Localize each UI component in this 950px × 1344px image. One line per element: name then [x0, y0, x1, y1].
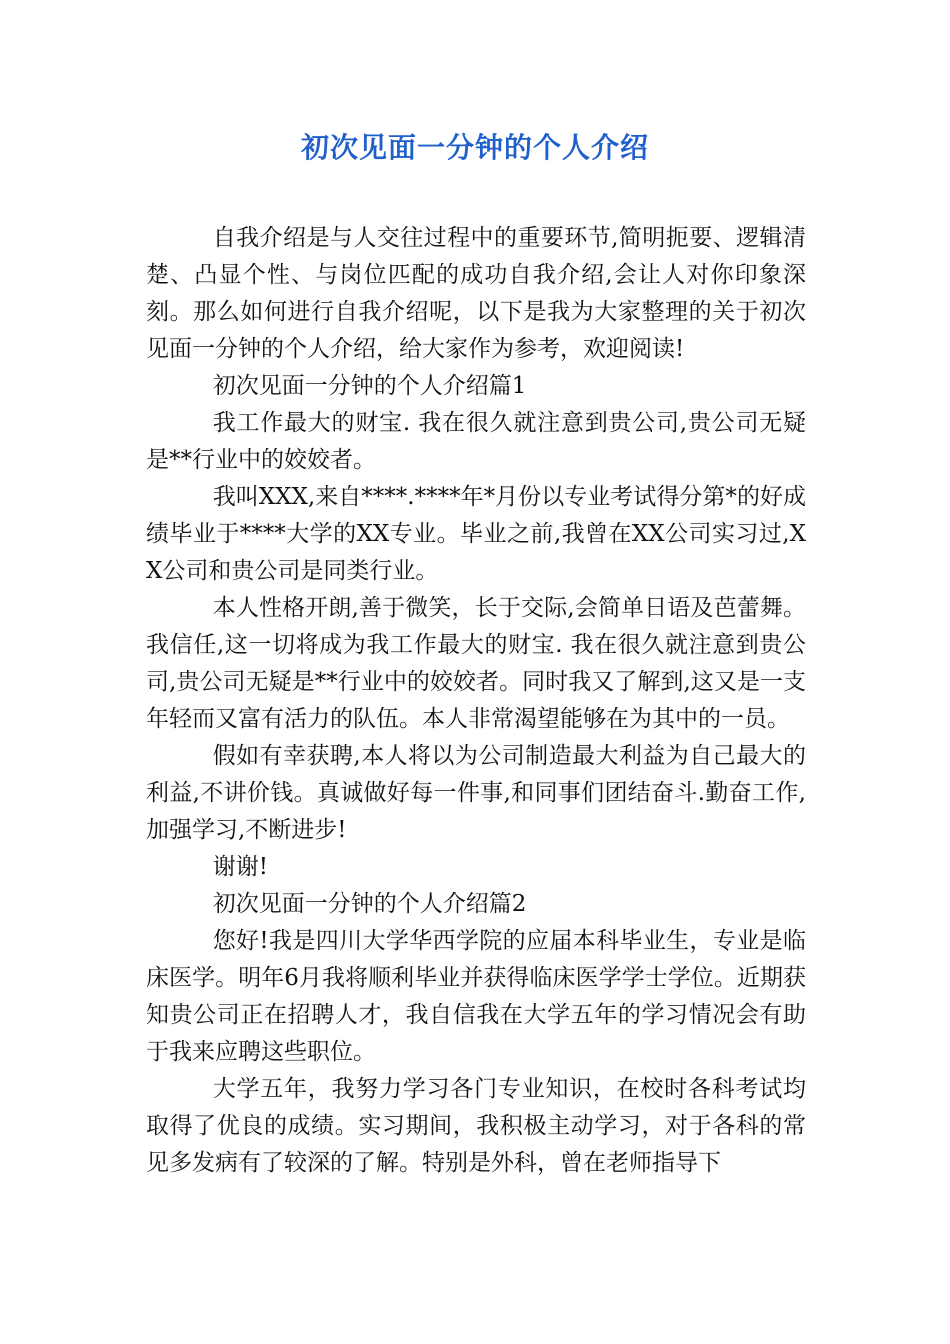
section-heading-1: 初次见面一分钟的个人介绍篇1 [212, 373, 527, 399]
document-title: 初次见面一分钟的个人介绍 [300, 131, 649, 164]
section-heading-2: 初次见面一分钟的个人介绍篇2 [212, 891, 527, 917]
paragraph: 假如有幸获聘,本人将以为公司制造最大利益为自己最大的利益,不讲价钱。真诚做好每一件事,和同事们团结奋斗.勤奋工作,加强学习,不断进步! [146, 743, 806, 843]
paragraph: 您好!我是四川大学华西学院的应届本科毕业生，专业是临床医学。明年6月我将顺利毕业并获得临床医学学士学位。近期获知贵公司正在招聘人才，我自信我在大学五年的学习情况会有助于我来应聘这些职位。 [146, 928, 806, 1065]
paragraph: 我叫XXX,来自****.****年*月份以专业考试得分第*的好成绩毕业于****大学的XX专业。毕业之前,我曾在XX公司实习过,XX公司和贵公司是同类行业。 [146, 484, 806, 584]
paragraph: 我工作最大的财宝. 我在很久就注意到贵公司,贵公司无疑是**行业中的姣姣者。 [146, 410, 806, 473]
document-body [146, 220, 806, 1182]
paragraph-intro: 自我介绍是与人交往过程中的重要环节,简明扼要、逻辑清楚、凸显个性、与岗位匹配的成功自我介绍,会让人对你印象深刻。那么如何进行自我介绍呢，以下是我为大家整理的关于初次见面一分钟的个人介绍，给大家作为参考，欢迎阅读! [146, 225, 806, 362]
paragraph-thanks: 谢谢! [212, 854, 268, 880]
paragraph: 本人性格开朗,善于微笑，长于交际,会简单日语及芭蕾舞。我信任,这一切将成为我工作最大的财宝. 我在很久就注意到贵公司,贵公司无疑是**行业中的姣姣者。同时我又了解到,这又是一支年轻而又富有活力的队伍。本人非常渴望能够在为其中的一员。 [146, 595, 806, 732]
paragraph: 大学五年，我努力学习各门专业知识，在校时各科考试均取得了优良的成绩。实习期间，我积极主动学习，对于各科的常见多发病有了较深的了解。特别是外科，曾在老师指导下 [146, 1076, 806, 1176]
